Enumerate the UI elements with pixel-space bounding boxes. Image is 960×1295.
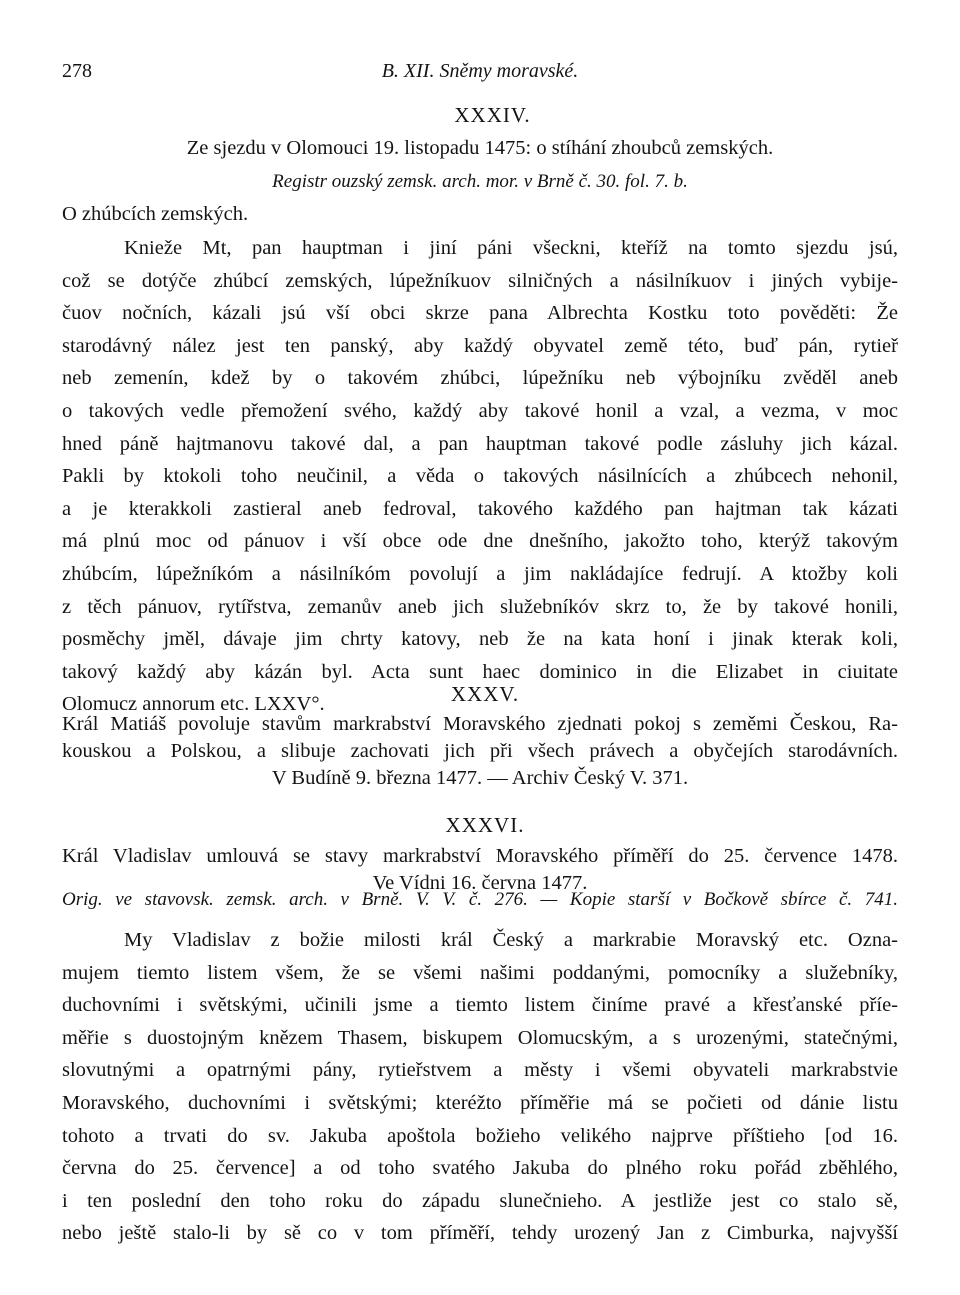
body-line: takový každý aby kázán byl. Acta sunt haec dominico in die Elizabet in ciuitate: [62, 660, 898, 683]
body-line: a je kterakkoli zastieral aneb fedroval, takového každého pan hajtman tak kázati: [62, 497, 898, 520]
page-header: [62, 60, 898, 88]
section-body-xxxiv: [62, 232, 898, 721]
body-line: posměchy jměl, dávaje jim chrty katovy, neb že na kata honí i jinak kterak koli,: [62, 628, 898, 651]
running-title: B. XII. Sněmy moravské.: [381, 60, 579, 82]
summary-line: Král Matiáš povoluje stavům markrabství Moravského zjednati pokoj s zeměmi Českou, Ra-: [62, 713, 898, 735]
section-body-xxxvi: [62, 924, 898, 1250]
summary-line: V Budíně 9. března 1477. — Archiv Český V. 371.: [271, 767, 689, 789]
body-line: hned páně hajtmanovu takové dal, a pan hauptman takové podle zásluhy jich kázal.: [62, 432, 898, 455]
body-line: starodávný nález jest ten panský, aby každý obyvatel země této, buď pán, rytieř: [62, 334, 898, 357]
body-line: což se dotýče zhúbcí zemských, lúpežníkuov silničných a násilníkuov i jiných vybije-: [62, 269, 898, 292]
body-line: Moravského, duchovními i světskými; kteréžto příměřie má se počieti od dánie listu: [62, 1091, 898, 1114]
summary-line: Král Vladislav umlouvá se stavy markrabství Moravského příměří do 25. července 1478.: [62, 845, 898, 867]
body-line: mujem tiemto listem všem, že se všemi našimi poddanými, pomocníky a služebníky,: [62, 961, 898, 984]
section-source-xxxvi: Orig. ve stavovsk. zemsk. arch. v Brně. V. V. č. 276. — Kopie starší v Bočkově sbírce č. 741.: [62, 889, 898, 910]
section-source-xxxiv: Registr ouzský zemsk. arch. mor. v Brně č. 30. fol. 7. b.: [272, 171, 688, 192]
body-line: My Vladislav z božie milosti král Český a markrabie Moravský etc. Ozna-: [124, 929, 898, 951]
body-line: zhúbcím, lúpežníkóm a násilníkóm povolují a jim nakládajíce fedrují. A ktožby koli: [62, 562, 898, 585]
body-line: o takových vedle přemožení svého, každý aby takové honil a vzal, a vezma, v moc: [62, 399, 898, 422]
section-heading-xxxiv: O zhúbcích zemských.: [62, 203, 249, 225]
section-title-xxxiv: Ze sjezdu v Olomouci 19. listopadu 1475: o stíhání zhoubců zemských.: [186, 137, 774, 159]
body-line: i ten poslední den toho roku do západu slunečnieho. A jestliže jest co stalo sě,: [62, 1189, 898, 1212]
body-line: z těch pánuov, rytířstva, zemanův aneb jich služebníkóv skrz to, že by takové honili,: [62, 595, 898, 618]
summary-line: Ve Vídni 16. června 1477.: [372, 872, 588, 894]
body-line: slovutnými a opatrnými pány, rytieřstvem a městy i všemi obyvateli markrabstvie: [62, 1059, 898, 1082]
body-line: června do 25. července] a od toho svatého Jakuba do plného roku pořád zběhlého,: [62, 1157, 898, 1180]
section-number-xxxv: XXXV.: [450, 682, 520, 706]
summary-line: kouskou a Polskou, a slibuje zachovati jich při všech právech a obyčejích starodávních.: [62, 740, 898, 762]
body-line: nebo ještě stalo-li by sě co v tom příměří, tehdy urozený Jan z Cimburka, najvyšší: [62, 1222, 898, 1245]
body-line: má plnú moc od pánuov i vší obce ode dne dnešního, jakožto toho, kterýž takovým: [62, 530, 898, 553]
body-line: Knieže Mt, pan hauptman i jiní páni všeckni, kteříž na tomto sjezdu jsú,: [124, 237, 898, 259]
body-line: měřie s duostojným knězem Thasem, biskupem Olomucským, a s urozenými, statečnými,: [62, 1026, 898, 1049]
body-line: tohoto a trvati do sv. Jakuba apoštola božieho velikého najprve příštieho [od 16.: [62, 1124, 898, 1147]
body-line: neb zemenín, kdež by o takovém zhúbci, lúpežníku neb výbojníku zvěděl aneb: [62, 367, 898, 390]
page-number: 278: [62, 60, 92, 82]
section-summary-xxxv: [62, 711, 898, 792]
body-line: čuov nočních, kázali jsú vší obci skrze pana Albrechta Kostku toto pověděti: Že: [62, 302, 898, 325]
section-number-xxxiv: XXXIV.: [454, 103, 531, 127]
body-line: Pakli by ktokoli toho neučinil, a věda o takových násilnících a zhúbcech nehonil,: [62, 465, 898, 488]
body-line: Olomucz annorum etc. LXXV°.: [62, 693, 325, 716]
body-line: duchovními i světskými, učinili jsme a tiemto listem činíme pravé a křesťanské příe-: [62, 994, 898, 1017]
section-number-xxxvi: XXXVI.: [445, 813, 525, 837]
